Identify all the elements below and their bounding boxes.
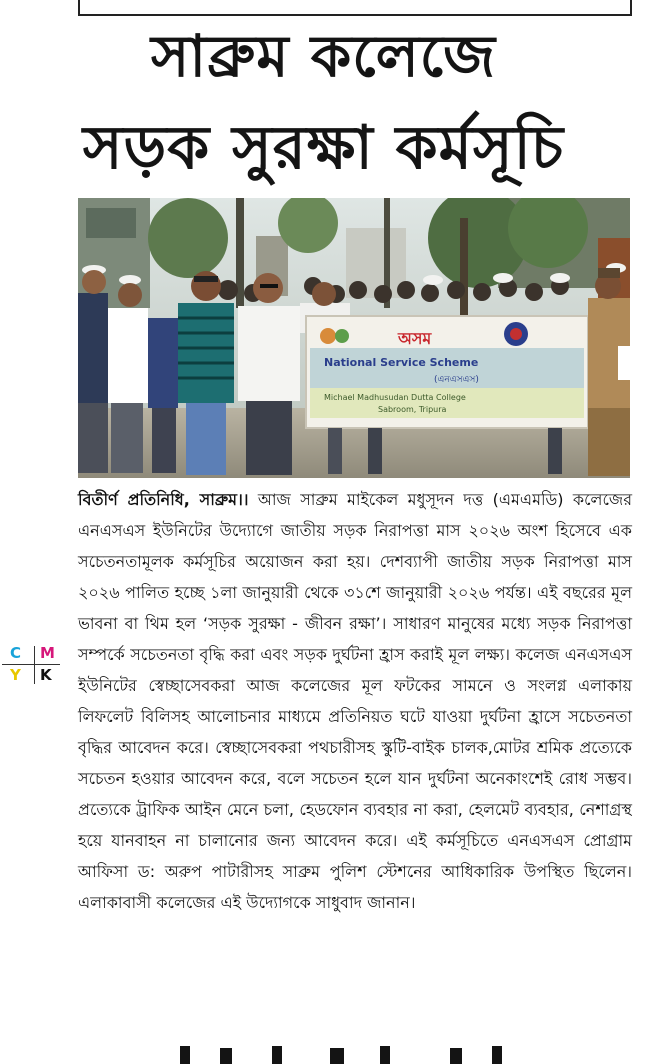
- svg-text:অসম: অসম: [398, 329, 432, 348]
- headline-line-1: সাব্রুম কলেজে: [150, 22, 497, 90]
- article-byline: বিতীর্ণ প্রতিনিধি, সাব্রুম।।: [78, 490, 249, 509]
- article-text: আজ সাব্রুম মাইকেল মধুসূদন দত্ত (এমএমডি) কলেজের এনএসএস ইউনিটের উদ্যোগে জাতীয় সড়ক নিরাপত্তা মাস ২০২৬ অংশ হিসেবে এক সচেতনতামূলক কর্মসূচির অয়োজন করা হয়। দেশব্যাপী জাতীয় সড়ক নিরাপত্তা মাস ২০২৬ পালিত হচ্ছে ১লা জানুয়ারী থেকে ৩১শে জানুয়ারী ২০২৬ পর্যন্ত। এই বছরের মূল ভাবনা বা থিম হল ‘সড়ক সুরক্ষা - জীবন রক্ষা’। সাধারণ মানুষের মধ্যে সড়ক নিরাপত্তা সম্পর্কে সচেতনতা বৃদ্ধি করা এবং সড়ক দুর্ঘটনা হ্রাস করাই মূল লক্ষ্য। কলেজ এনএসএস ইউনিটের স্বেচ্ছাসেবকরা আজ কলেজের মূল ফটকের সামনে ও সংলগ্ন এলাকায় লিফলেট বিলিসহ আলোচনার মাধ্যমে প্রতিনিয়ত ঘটে যাওয়া দুর্ঘটনা হ্রাসে সচেতনতা বৃদ্ধির আবেদন করে। স্বেচ্ছাসেবকরা পথচারীসহ স্কুটি-বাইক চালক,মোটর শ্রমিক প্রত্যেকে সচেতন হওয়ার আবেদন করে, বলে সচেতন হলে যান দুর্ঘটনা অনেকাংশেই রোধ সম্ভব। প্রত্যেকে ট্রাফিক আইন মেনে চলা, হেডফোন ব্যবহার না করা, হেলমেট ব্যবহার, নেশাগ্রস্থ হয়ে যানবাহন না চালানোর জন্য আবেদন করে। এই কর্মসূচিতে এনএসএস প্রোগ্রাম আফিসা ড: অরুপ পাটারীসহ সাব্রুম পুলিশ স্টেশনের আধিকারিক উপস্থিত ছিলেন। এলাকাবাসী কলেজের এই উদ্যোগকে সাধুবাদ জানান।: [78, 490, 632, 912]
- headline-line-2: সড়ক সুরক্ষা কর্মসূচি: [82, 113, 565, 183]
- cmyk-k: K: [40, 666, 52, 684]
- news-photo: [78, 198, 630, 478]
- cmyk-crosshair-horizontal: [2, 664, 60, 665]
- cmyk-y: Y: [10, 666, 21, 684]
- article-body: [78, 484, 632, 918]
- banner-line-1: Michael Madhusudan Dutta College: [324, 393, 466, 402]
- rally-photo-illustration: [78, 198, 630, 478]
- banner-subtitle: (এনএসএস): [434, 375, 479, 385]
- previous-article-box-edge: [78, 0, 632, 16]
- cmyk-registration-mark: [2, 646, 62, 686]
- cmyk-m: M: [40, 644, 55, 662]
- cmyk-c: C: [10, 644, 22, 662]
- cmyk-crosshair-vertical: [34, 646, 35, 684]
- next-headline-cut: [180, 1044, 510, 1064]
- banner-title: National Service Scheme: [324, 356, 479, 369]
- banner-line-2: Sabroom, Tripura: [378, 405, 447, 414]
